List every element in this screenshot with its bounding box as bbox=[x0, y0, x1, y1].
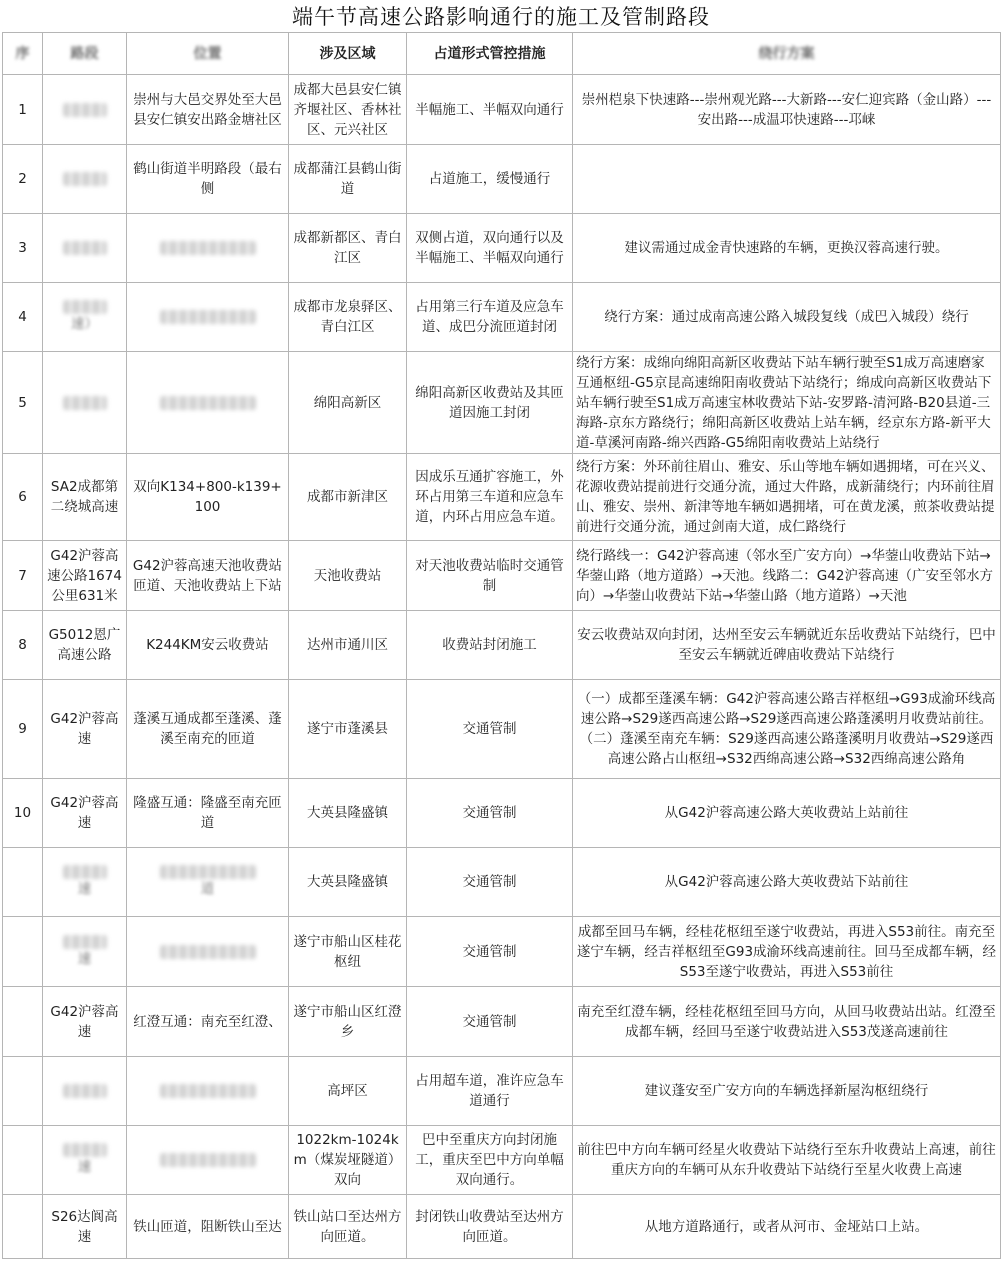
control-measure: 收费站封闭施工 bbox=[442, 637, 537, 653]
header-no: 序 bbox=[3, 33, 43, 75]
detour-plan-cell bbox=[573, 848, 1001, 917]
detour-plan-cell bbox=[573, 283, 1001, 352]
location-cell bbox=[127, 454, 289, 541]
location-cell bbox=[127, 1057, 289, 1126]
detour-plan: 绕行方案：外环前往眉山、雅安、乐山等地车辆如遇拥堵，可在兴义、花源收费站提前进行交通分流，通过大件路，成新蒲绕行；内环前往眉山、雅安、崇州、新津等地车辆如遇拥堵，可在黄龙溪，煎茶收费站提前进行交通分流，通过剑南大道，成仁路绕行 bbox=[576, 459, 995, 535]
road-name-cell bbox=[43, 352, 127, 454]
road-name-cell bbox=[43, 541, 127, 611]
road-name: 速 bbox=[77, 950, 92, 967]
location-cell bbox=[127, 214, 289, 283]
table-row bbox=[3, 145, 1001, 214]
location: K244KM安云收费站 bbox=[146, 637, 269, 653]
road-name: G42沪蓉高速 bbox=[50, 711, 119, 747]
redacted-text bbox=[63, 935, 107, 949]
control-measure: 占用超车道，准许应急车道通行 bbox=[415, 1073, 564, 1109]
control-measure: 占道施工，缓慢通行 bbox=[428, 171, 551, 187]
table-row bbox=[3, 1195, 1001, 1259]
detour-plan: 绕行路线一：G42沪蓉高速（邻水至广安方向）→华蓥山收费站下站→华蓥山路（地方道路）→天池。线路二：G42沪蓉高速（广安至邻水方向）→华蓥山收费站下站→华蓥山路（地方道路）→天池 bbox=[576, 547, 993, 604]
detour-plan: （一）成都至蓬溪车辆：G42沪蓉高速公路吉祥枢纽→G93成渝环线高速公路→S29遂西高速公路→S29遂西高速公路蓬溪明月收费站前往。（二）蓬溪至南充车辆：S29遂西高速公路蓬溪明月收费站→S29遂西高速公路占山枢纽→S32西绵高速公路→S32西绵高速公路角 bbox=[577, 691, 996, 767]
control-measure-cell bbox=[407, 1126, 573, 1195]
control-measure-cell bbox=[407, 1195, 573, 1259]
affected-area: 成都蒲江县鹤山街道 bbox=[293, 161, 402, 197]
detour-plan-cell bbox=[573, 1126, 1001, 1195]
row-number-cell bbox=[3, 1126, 43, 1195]
detour-plan-cell bbox=[573, 214, 1001, 283]
control-measure-cell bbox=[407, 1057, 573, 1126]
location-cell bbox=[127, 75, 289, 145]
affected-area-cell bbox=[289, 283, 407, 352]
control-measure-cell bbox=[407, 680, 573, 779]
affected-area-cell bbox=[289, 454, 407, 541]
road-name-cell bbox=[43, 611, 127, 680]
row-number-cell bbox=[3, 848, 43, 917]
location-cell bbox=[127, 779, 289, 848]
road-name-cell bbox=[43, 779, 127, 848]
row-number-cell bbox=[3, 454, 43, 541]
control-measure: 交通管制 bbox=[462, 1013, 517, 1030]
detour-plan-cell bbox=[573, 779, 1001, 848]
control-measure-cell bbox=[407, 283, 573, 352]
row-number-cell bbox=[3, 214, 43, 283]
redacted-text bbox=[160, 396, 256, 410]
detour-plan: 崇州桤泉下快速路---崇州观光路---大新路---安仁迎宾路（金山路）---安出路---成温邛快速路---邛崃 bbox=[581, 91, 992, 128]
table-row bbox=[3, 454, 1001, 541]
table-row bbox=[3, 214, 1001, 283]
control-measure-cell bbox=[407, 848, 573, 917]
road-name-cell bbox=[43, 454, 127, 541]
location-cell bbox=[127, 352, 289, 454]
location-cell bbox=[127, 611, 289, 680]
road-name: G42沪蓉高速公路1674公里631米 bbox=[47, 547, 122, 604]
affected-area: 1022km-1024km（煤炭垭隧道）双向 bbox=[293, 1132, 402, 1188]
affected-area-cell bbox=[289, 541, 407, 611]
table-row bbox=[3, 352, 1001, 454]
affected-area: 铁山站口至达州方向匝道。 bbox=[293, 1208, 402, 1245]
control-measure-cell bbox=[407, 541, 573, 611]
location: 双向K134+800-k139+100 bbox=[133, 479, 282, 515]
road-name: 速 bbox=[77, 881, 92, 897]
road-name-cell bbox=[43, 987, 127, 1057]
table-row bbox=[3, 283, 1001, 352]
redacted-text bbox=[63, 1143, 107, 1157]
row-number-cell bbox=[3, 1195, 43, 1259]
table-row bbox=[3, 987, 1001, 1057]
table-row bbox=[3, 611, 1001, 680]
control-measure: 对天池收费站临时交通管制 bbox=[415, 557, 564, 594]
row-number-cell bbox=[3, 352, 43, 454]
header-detour: 绕行方案 bbox=[573, 33, 1001, 75]
control-measure: 交通管制 bbox=[462, 721, 517, 737]
location: 鹤山街道半明路段（最右侧 bbox=[133, 161, 282, 197]
control-measure-cell bbox=[407, 145, 573, 214]
detour-plan: 建议需通过成金青快速路的车辆，更换汉蓉高速行驶。 bbox=[624, 240, 949, 256]
row-number-cell bbox=[3, 541, 43, 611]
affected-area: 大英县隆盛镇 bbox=[307, 805, 388, 821]
header-road: 路段 bbox=[43, 33, 127, 75]
control-measure: 半幅施工、半幅双向通行 bbox=[415, 101, 564, 118]
detour-plan-cell bbox=[573, 352, 1001, 454]
affected-area-cell bbox=[289, 779, 407, 848]
row-number: 8 bbox=[18, 637, 27, 653]
header-row bbox=[3, 33, 1001, 75]
affected-area: 大英县隆盛镇 bbox=[307, 874, 388, 890]
detour-plan-cell bbox=[573, 680, 1001, 779]
location-cell bbox=[127, 1126, 289, 1195]
row-number: 9 bbox=[18, 721, 27, 737]
row-number-cell bbox=[3, 611, 43, 680]
detour-plan-cell bbox=[573, 1195, 1001, 1259]
detour-plan: 绕行方案：成绵向绵阳高新区收费站下站车辆行驶至S1成万高速磨家互通枢纽-G5京昆高速绵阳南收费站下站绕行；绵成向高新区收费站下站车辆行驶至S1成万高速宝林收费站下站-安罗路-清河路-B20县道-三海路-京东方路绕行；绵阳高新区收费站上站车辆，经京东方路-新平大道-草溪河南路-绵兴西路-G5绵阳南收费站上站绕行 bbox=[576, 354, 992, 451]
control-measure: 交通管制 bbox=[462, 805, 517, 821]
road-name-cell bbox=[43, 75, 127, 145]
affected-area-cell bbox=[289, 1126, 407, 1195]
affected-area: 成都市龙泉驿区、青白江区 bbox=[293, 299, 402, 335]
affected-area-cell bbox=[289, 1057, 407, 1126]
affected-area-cell bbox=[289, 214, 407, 283]
control-measure: 双侧占道，双向通行以及半幅施工、半幅双向通行 bbox=[415, 230, 564, 266]
row-number-cell bbox=[3, 145, 43, 214]
detour-plan-cell bbox=[573, 1057, 1001, 1126]
table-row bbox=[3, 779, 1001, 848]
affected-area: 天池收费站 bbox=[313, 567, 382, 584]
control-measure-cell bbox=[407, 352, 573, 454]
closure-table bbox=[2, 32, 1001, 1259]
detour-plan-cell bbox=[573, 917, 1001, 987]
location: 隆盛互通：隆盛至南充匝道 bbox=[133, 795, 282, 831]
table-row bbox=[3, 848, 1001, 917]
affected-area: 成都新都区、青白江区 bbox=[293, 230, 402, 266]
location-cell bbox=[127, 987, 289, 1057]
control-measure: 巴中至重庆方向封闭施工，重庆至巴中方向单幅双向通行。 bbox=[415, 1132, 564, 1188]
detour-plan: 绕行方案：通过成南高速公路入城段复线（成巴入城段）绕行 bbox=[604, 309, 969, 325]
redacted-text bbox=[160, 241, 256, 255]
control-measure: 占用第三行车道及应急车道、成巴分流匝道封闭 bbox=[415, 299, 564, 335]
road-name-cell bbox=[43, 1126, 127, 1195]
row-number-cell bbox=[3, 1057, 43, 1126]
location: 崇州与大邑交界处至大邑县安仁镇安出路金塘社区 bbox=[133, 91, 282, 128]
table-row bbox=[3, 541, 1001, 611]
row-number-cell bbox=[3, 917, 43, 987]
road-name: 速） bbox=[71, 316, 98, 332]
detour-plan: 成都至回马车辆，经桂花枢纽至遂宁收费站，再进入S53前往。南充至遂宁车辆，经吉祥枢纽至G93成渝环线高速前往。回马至成都车辆，经S53至遂宁收费站，再进入S53前往 bbox=[576, 923, 997, 980]
road-name-cell bbox=[43, 917, 127, 987]
location-cell bbox=[127, 541, 289, 611]
affected-area: 成都大邑县安仁镇齐堰社区、香林社区、元兴社区 bbox=[293, 81, 402, 138]
row-number-cell bbox=[3, 283, 43, 352]
table-row bbox=[3, 917, 1001, 987]
affected-area: 成都市新津区 bbox=[307, 489, 388, 505]
detour-plan: 从G42沪蓉高速公路大英收费站下站前往 bbox=[664, 874, 909, 890]
row-number: 1 bbox=[18, 101, 27, 118]
header-area: 涉及区域 bbox=[289, 33, 407, 75]
table-row bbox=[3, 75, 1001, 145]
row-number: 4 bbox=[18, 309, 27, 325]
row-number-cell bbox=[3, 987, 43, 1057]
detour-plan: 安云收费站双向封闭，达州至安云车辆就近东岳收费站下站绕行，巴中至安云车辆就近碑庙收费站下站绕行 bbox=[577, 627, 996, 663]
row-number: 3 bbox=[18, 240, 27, 256]
header-control: 占道形式管控措施 bbox=[407, 33, 573, 75]
location-cell bbox=[127, 848, 289, 917]
header-location: 位置 bbox=[127, 33, 289, 75]
control-measure-cell bbox=[407, 611, 573, 680]
control-measure: 因成乐互通扩容施工，外环占用第三车道和应急车道，内环占用应急车道。 bbox=[415, 469, 564, 525]
control-measure: 交通管制 bbox=[462, 874, 517, 890]
redacted-text bbox=[160, 310, 256, 324]
affected-area-cell bbox=[289, 917, 407, 987]
location-cell bbox=[127, 1195, 289, 1259]
detour-plan: 前往巴中方向车辆可经星火收费站下站绕行至东升收费站上高速，前往重庆方向的车辆可从东升收费站下站绕行至星火收费上高速 bbox=[577, 1142, 996, 1178]
location: G42沪蓉高速天池收费站匝道、天池收费站上下站 bbox=[132, 557, 283, 594]
road-name-cell bbox=[43, 680, 127, 779]
road-name-cell bbox=[43, 848, 127, 917]
location: 铁山匝道，阻断铁山至达 bbox=[133, 1218, 282, 1235]
redacted-text bbox=[63, 396, 107, 410]
affected-area: 达州市通川区 bbox=[307, 637, 388, 653]
row-number-cell bbox=[3, 75, 43, 145]
location: 红澄互通：南充至红澄、 bbox=[133, 1013, 282, 1030]
row-number: 2 bbox=[18, 171, 27, 187]
control-measure-cell bbox=[407, 214, 573, 283]
affected-area-cell bbox=[289, 352, 407, 454]
affected-area: 绵阳高新区 bbox=[313, 394, 382, 411]
redacted-text bbox=[160, 1153, 256, 1167]
road-name-cell bbox=[43, 283, 127, 352]
road-name: S26达阆高速 bbox=[51, 1208, 118, 1245]
location: 道 bbox=[200, 881, 215, 897]
row-number: 7 bbox=[18, 567, 27, 584]
control-measure: 封闭铁山收费站至达州方向匝道。 bbox=[415, 1208, 564, 1245]
redacted-text bbox=[160, 865, 256, 879]
control-measure: 交通管制 bbox=[462, 943, 517, 960]
location-cell bbox=[127, 917, 289, 987]
road-name-cell bbox=[43, 1195, 127, 1259]
road-name: G42沪蓉高速 bbox=[50, 1003, 119, 1040]
affected-area-cell bbox=[289, 987, 407, 1057]
affected-area-cell bbox=[289, 848, 407, 917]
detour-plan-cell bbox=[573, 75, 1001, 145]
affected-area-cell bbox=[289, 75, 407, 145]
road-name-cell bbox=[43, 214, 127, 283]
affected-area: 高坪区 bbox=[327, 1083, 368, 1099]
redacted-text bbox=[63, 1084, 107, 1098]
control-measure-cell bbox=[407, 75, 573, 145]
detour-plan-cell bbox=[573, 145, 1001, 214]
row-number: 10 bbox=[13, 805, 32, 821]
detour-plan-cell bbox=[573, 454, 1001, 541]
detour-plan-cell bbox=[573, 611, 1001, 680]
redacted-text bbox=[63, 241, 107, 255]
table-row bbox=[3, 680, 1001, 779]
table-row bbox=[3, 1126, 1001, 1195]
page-title: 端午节高速公路影响通行的施工及管制路段 bbox=[292, 5, 710, 29]
redacted-text bbox=[160, 945, 256, 959]
redacted-text bbox=[160, 1084, 256, 1098]
control-measure-cell bbox=[407, 917, 573, 987]
road-name: 速 bbox=[77, 1159, 92, 1175]
detour-plan: 南充至红澄车辆，经桂花枢纽至回马方向，从回马收费站出站。红澄至成都车辆，经回马至遂宁收费站进入S53茂遂高速前往 bbox=[577, 1003, 996, 1040]
affected-area-cell bbox=[289, 611, 407, 680]
affected-area: 遂宁市船山区桂花枢纽 bbox=[293, 933, 402, 970]
redacted-text bbox=[63, 300, 107, 314]
row-number: 6 bbox=[18, 489, 27, 505]
road-name-cell bbox=[43, 145, 127, 214]
affected-area-cell bbox=[289, 1195, 407, 1259]
detour-plan-cell bbox=[573, 987, 1001, 1057]
detour-plan-cell bbox=[573, 541, 1001, 611]
location-cell bbox=[127, 283, 289, 352]
road-name: G5012恩广高速公路 bbox=[48, 627, 121, 663]
control-measure: 绵阳高新区收费站及其匝道因施工封闭 bbox=[415, 384, 564, 421]
row-number-cell bbox=[3, 680, 43, 779]
control-measure-cell bbox=[407, 987, 573, 1057]
row-number: 5 bbox=[18, 394, 27, 411]
redacted-text bbox=[63, 103, 107, 117]
redacted-text bbox=[63, 172, 107, 186]
redacted-text bbox=[63, 865, 107, 879]
detour-plan: 建议蓬安至广安方向的车辆选择新屋沟枢纽绕行 bbox=[644, 1083, 929, 1099]
table-row bbox=[3, 1057, 1001, 1126]
location-cell bbox=[127, 145, 289, 214]
affected-area: 遂宁市蓬溪县 bbox=[307, 721, 388, 737]
row-number-cell bbox=[3, 779, 43, 848]
location-cell bbox=[127, 680, 289, 779]
road-name: SA2成都第二绕城高速 bbox=[50, 479, 119, 515]
road-name-cell bbox=[43, 1057, 127, 1126]
control-measure-cell bbox=[407, 779, 573, 848]
affected-area: 遂宁市船山区红澄乡 bbox=[293, 1003, 402, 1040]
detour-plan: 从G42沪蓉高速公路大英收费站上站前往 bbox=[664, 805, 909, 821]
road-name: G42沪蓉高速 bbox=[50, 795, 119, 831]
control-measure-cell bbox=[407, 454, 573, 541]
location: 蓬溪互通成都至蓬溪、蓬溪至南充的匝道 bbox=[133, 711, 282, 747]
affected-area-cell bbox=[289, 680, 407, 779]
affected-area-cell bbox=[289, 145, 407, 214]
detour-plan: 从地方道路通行，或者从河市、金垭站口上站。 bbox=[644, 1218, 929, 1235]
